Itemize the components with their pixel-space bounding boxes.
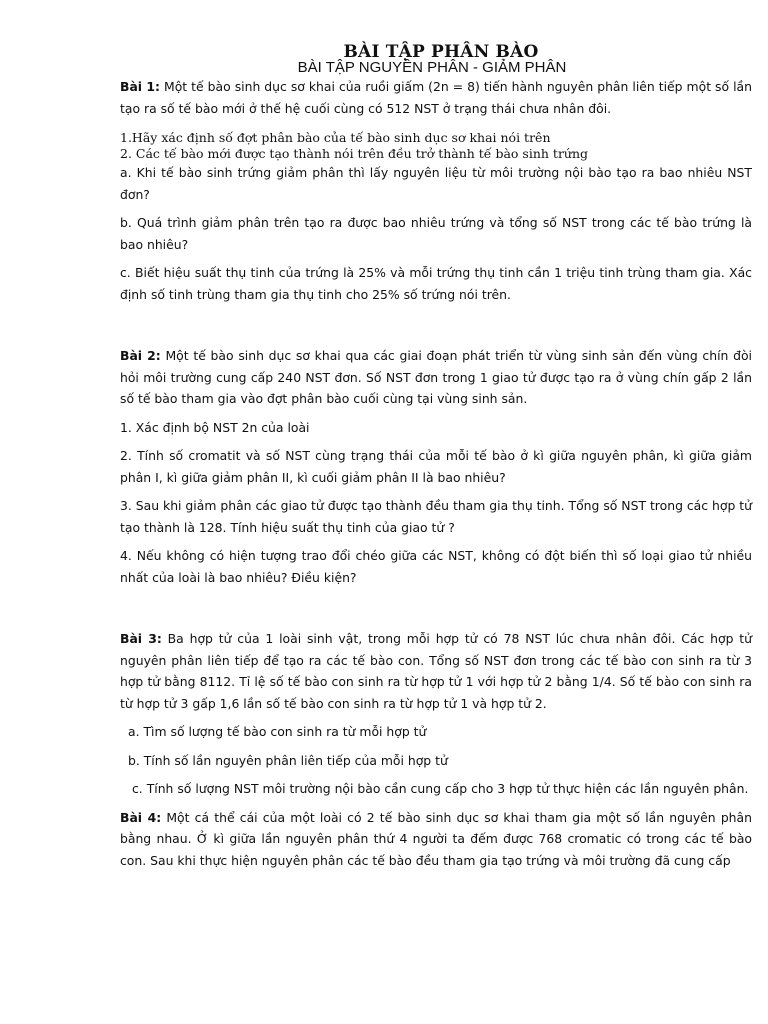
bai1-qa: a. Khi tế bào sinh trứng giảm phân thì lấy nguyên liệu từ môi trường nội bào tạo ra bao nhiêu NST đơn? bbox=[120, 165, 752, 202]
bai2-intro bbox=[120, 345, 752, 410]
bai4-intro bbox=[120, 807, 752, 872]
bai3-qa: a. Tìm số lượng tế bào con sinh ra từ mỗi hợp tử bbox=[128, 724, 427, 739]
bai2-q4: 4. Nếu không có hiện tượng trao đổi chéo giữa các NST, không có đột biến thì số loại giao tử nhiều nhất của loài là bao nhiêu? Điều kiện? bbox=[120, 548, 752, 585]
bai3-intro-text: Ba hợp tử của 1 loài sinh vật, trong mỗi hợp tử có 78 NST lúc chưa nhân đôi. Các hợp tử nguyên phân liên tiếp để tạo ra các tế bào con. Tổng số NST đơn trong các tế bào con sinh ra từ 3 hợp tử bằng 8112. Tỉ lệ số tế bào con sinh ra từ hợp tử 1 với hợp tử 2 bằng 1/4. Số tế bào con sinh ra từ hợp tử 3 gấp 1,6 lần số tế bào con sinh ra từ hợp tử 1 và hợp tử 2. bbox=[120, 631, 752, 711]
bai1-qb: b. Quá trình giảm phân trên tạo ra được bao nhiêu trứng và tổng số NST trong các tế bào trứng là bao nhiêu? bbox=[120, 215, 752, 252]
bai2-q3: 3. Sau khi giảm phân các giao tử được tạo thành đều tham gia thụ tinh. Tổng số NST trong các hợp tử tạo thành là 128. Tính hiệu suất thụ tinh của giao tử ? bbox=[120, 498, 752, 535]
bai1-label: Bài 1: bbox=[120, 79, 161, 94]
bai3-label: Bài 3: bbox=[120, 631, 162, 646]
bai1-item2: 2. Các tế bào mới được tạo thành nói trên đều trở thành tế bào sinh trứng bbox=[120, 146, 589, 161]
bai4-intro-text: Một cá thể cái của một loài có 2 tế bào sinh dục sơ khai tham gia một số lần nguyên phân bằng nhau. Ở kì giữa lần nguyên phân thứ 4 người ta đếm được 768 cromatic có trong các tế bào con. Sau khi thực hiện nguyên phân các tế bào đều tham gia tạo trứng và môi trường đã cung cấp bbox=[120, 809, 752, 868]
document-subtitle: BÀI TẬP NGUYÊN PHÂN - GIẢM PHÂN bbox=[297, 59, 567, 76]
bai2-q1: 1. Xác định bộ NST 2n của loài bbox=[120, 419, 310, 435]
document-title: BÀI TẬP PHÂN BÀO bbox=[343, 42, 539, 62]
bai1-qc: c. Biết hiệu suất thụ tinh của trứng là 25% và mỗi trứng thụ tinh cần 1 triệu tinh trùng tham gia. Xác định số tinh trùng tham gia thụ tinh cho 25% số trứng nói trên. bbox=[120, 265, 752, 302]
bai3-intro bbox=[120, 628, 752, 714]
bai2-q2: 2. Tính số cromatit và số NST cùng trạng thái của mỗi tế bào ở kì giữa nguyên phân, kì giữa giảm phân I, kì giữa giảm phân II, kì cuối giảm phân II là bao nhiêu? bbox=[120, 448, 752, 485]
bai3-qc: c. Tính số lượng NST môi trường nội bào cần cung cấp cho 3 hợp tử thực hiện các lần nguyên phân. bbox=[132, 781, 749, 796]
bai3-qb: b. Tính số lần nguyên phân liên tiếp của mỗi hợp tử bbox=[128, 752, 448, 768]
bai1-intro-text: Một tế bào sinh dục sơ khai của ruồi giấm (2n = 8) tiến hành nguyên phân liên tiếp một số lần tạo ra số tế bào mới ở thế hệ cuối cùng có 512 NST ở trạng thái chưa nhân đôi. bbox=[120, 79, 752, 116]
bai2-label: Bài 2: bbox=[120, 348, 161, 363]
bai1-item1: 1.Hãy xác định số đợt phân bào của tế bào sinh dục sơ khai nói trên bbox=[120, 130, 551, 145]
bai4-label: Bài 4: bbox=[120, 809, 162, 825]
bai1-intro bbox=[120, 76, 752, 119]
bai2-intro-text: Một tế bào sinh dục sơ khai qua các giai đoạn phát triển từ vùng sinh sản đến vùng chín đòi hỏi môi trường cung cấp 240 NST đơn. Số NST đơn trong 1 giao tử được tạo ra ở vùng chín gấp 2 lần số tế bào tham gia vào đợt phân bào cuối cùng tại vùng sinh sản. bbox=[120, 348, 752, 406]
